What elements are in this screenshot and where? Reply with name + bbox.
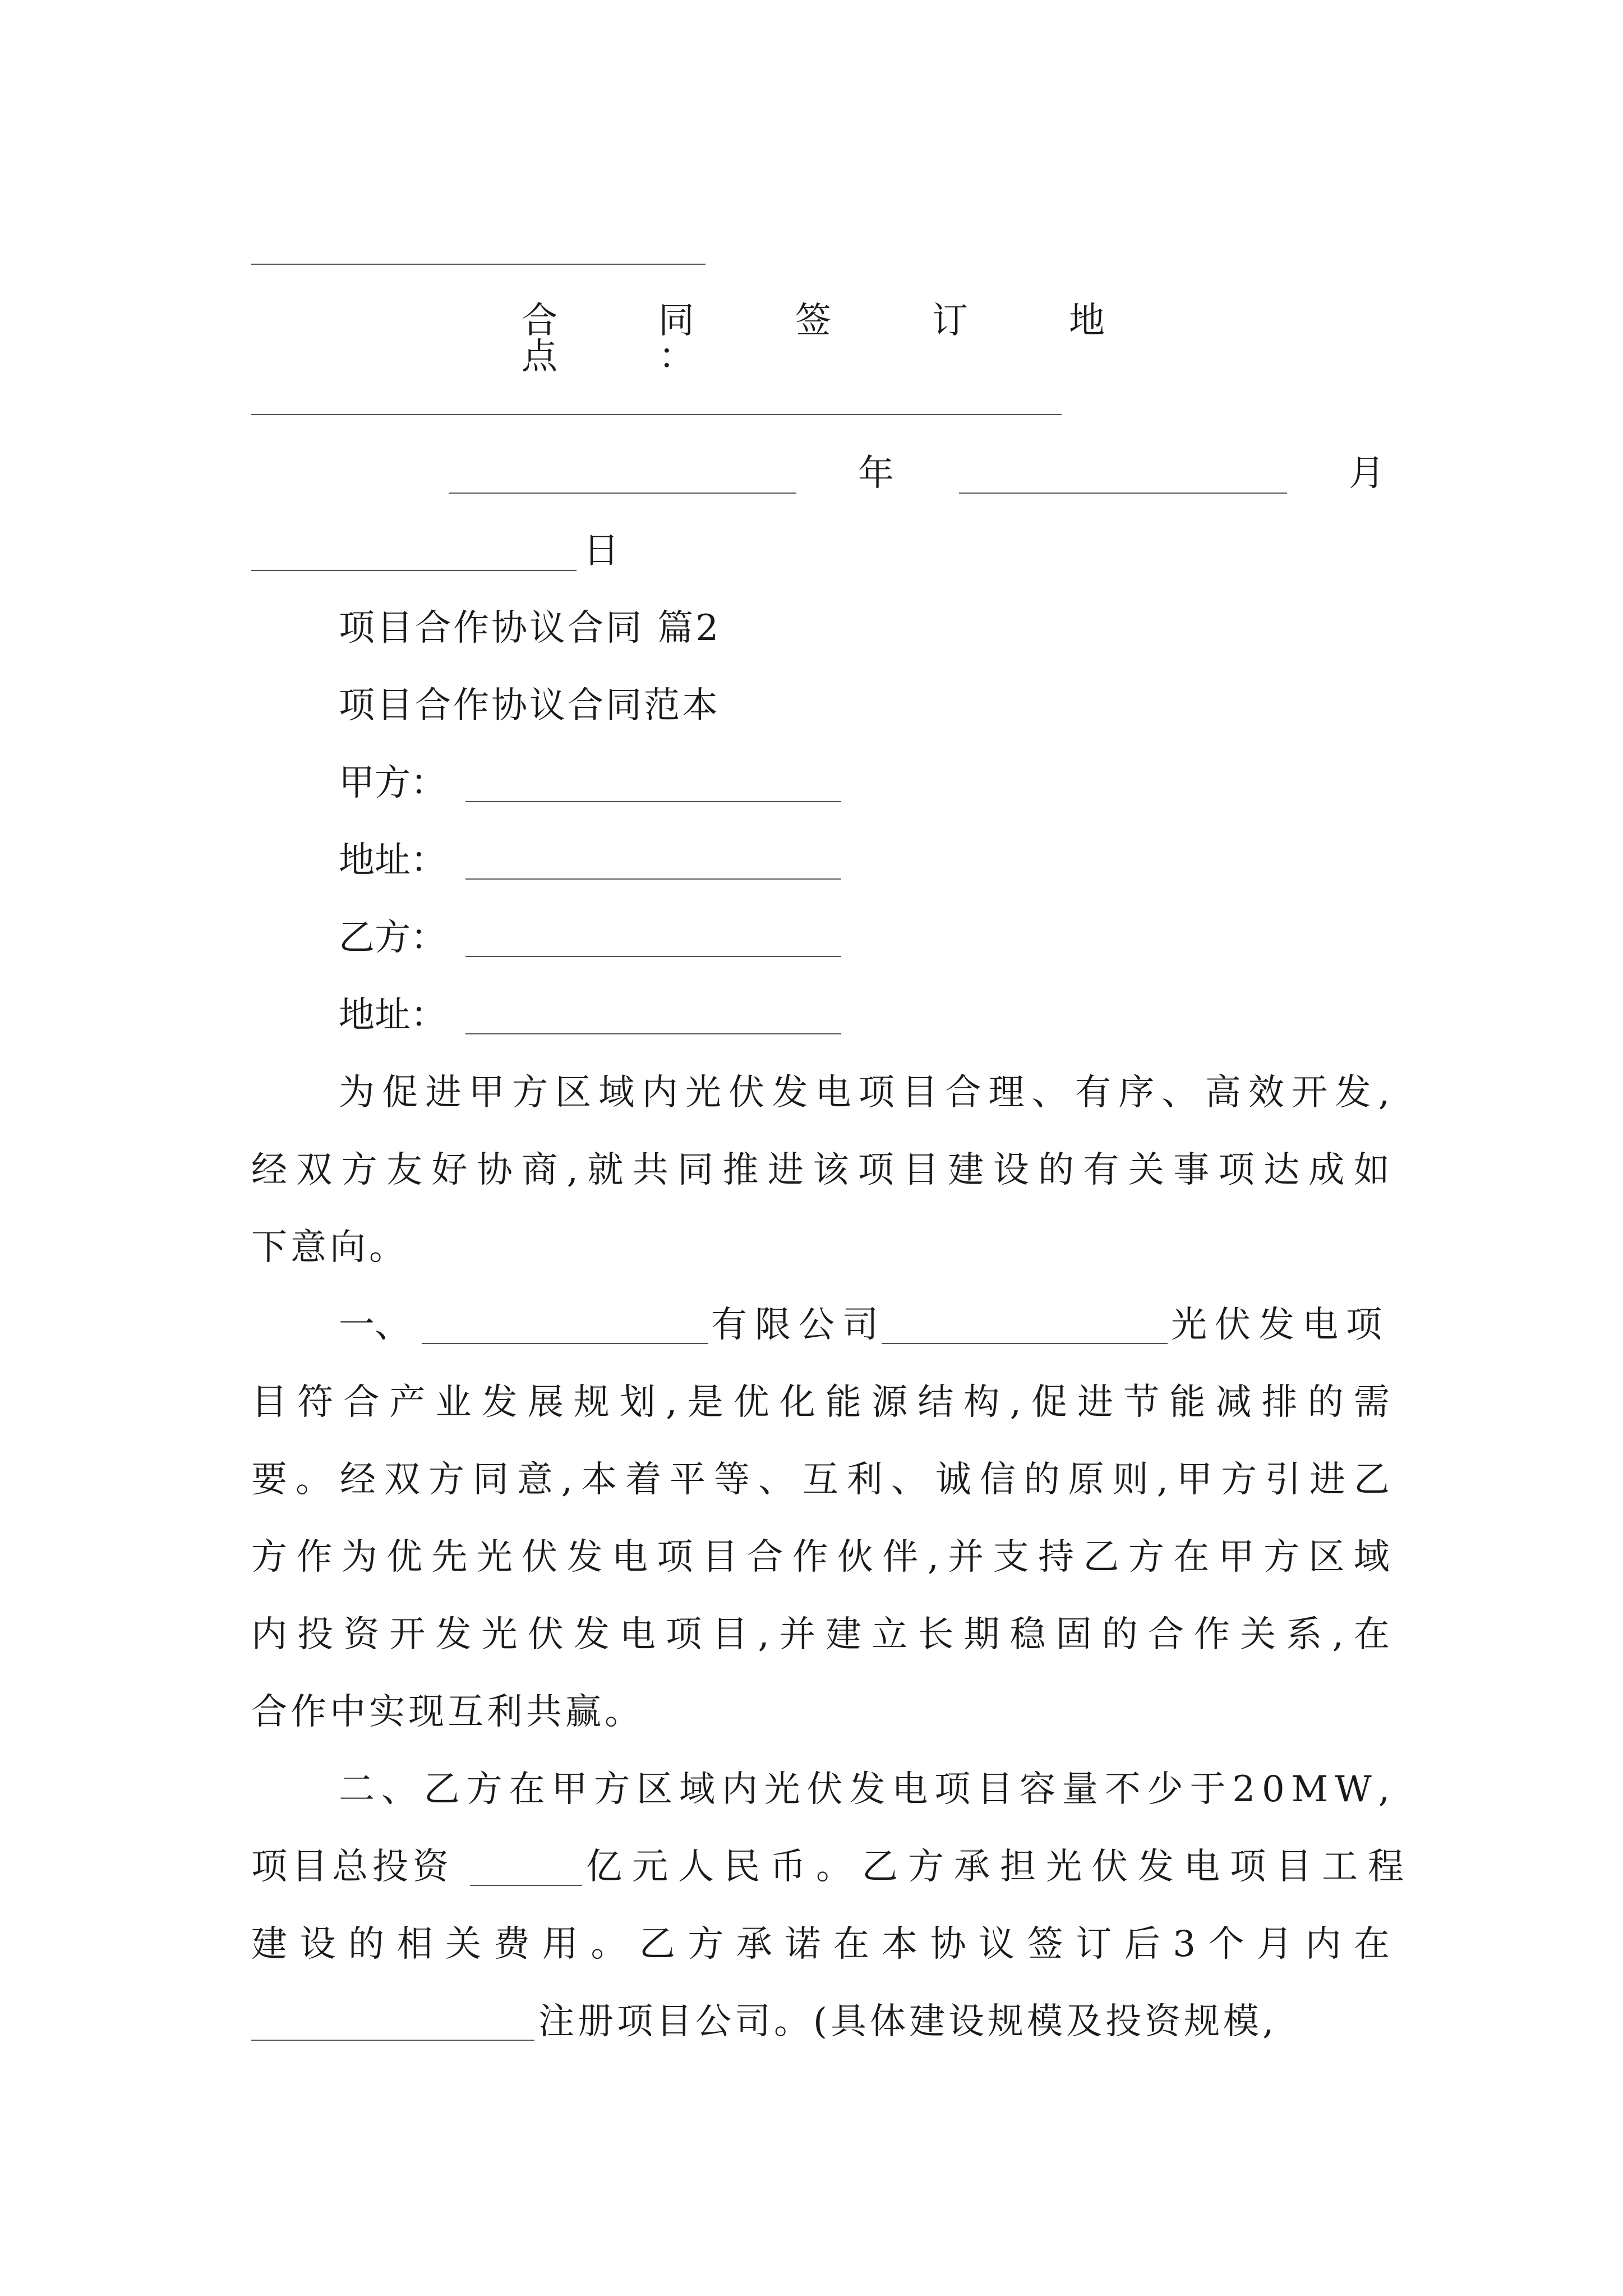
intro-line-1: 为 促 进 甲 方 区 域 内 光 伏 发 电 项 目 合 理 、 有 序 、 高 效 开 发 , <box>339 1072 1390 1114</box>
day-blank <box>251 570 577 571</box>
clause1-company-suffix: 有限公司 <box>711 1304 886 1346</box>
party-b-label: 乙方： <box>339 917 446 959</box>
clause2-line-3: 建 设 的 相 关 费 用 。 乙 方 承 诺 在 本 协 议 签 订 后 3 个 月 内 在 <box>251 1924 1390 1965</box>
address-label-2: 地址： <box>339 995 446 1036</box>
address-label-1: 地址： <box>339 840 446 881</box>
address-blank-2 <box>465 1033 841 1034</box>
signing-place-text: 合同签订地点： <box>522 300 1206 378</box>
address-blank-1 <box>465 878 841 880</box>
template-title: 项目合作协议合同范本 <box>339 685 720 726</box>
investment-blank <box>470 1885 582 1886</box>
signature-line-top <box>251 264 706 265</box>
year-label: 年 <box>858 453 894 494</box>
clause1-line-2: 目 符 合 产 业 发 展 规 划 , 是 优 化 能 源 结 构 , 促 进 节 能 减 排 的 需 <box>251 1382 1390 1423</box>
year-blank <box>449 493 796 494</box>
intro-line-3: 下意向。 <box>251 1227 408 1268</box>
month-blank <box>959 493 1287 494</box>
clause1-project-suffix: 光伏发电项 <box>1171 1304 1390 1346</box>
clause2-line-2a: 项目总投资 <box>251 1846 453 1888</box>
registration-place-blank <box>251 2040 534 2041</box>
intro-line-2: 经 双 方 友 好 协 商 , 就 共 同 推 进 该 项 目 建 设 的 有 关 事 项 达 成 如 <box>251 1149 1390 1191</box>
clause1-company-blank <box>422 1343 708 1344</box>
month-label: 月 <box>1349 453 1385 494</box>
clause1-line-4: 方 作 为 优 先 光 伏 发 电 项 目 合 作 伙 伴 , 并 支 持 乙 方 在 甲 方 区 域 <box>251 1536 1390 1578</box>
party-a-label: 甲方： <box>339 762 446 804</box>
clause1-line-6: 合作中实现互利共赢。 <box>251 1691 644 1733</box>
clause2-line-1: 二 、 乙 方 在 甲 方 区 域 内 光 伏 发 电 项 目 容 量 不 少 于 2 0 M W , <box>339 1769 1390 1810</box>
section-title: 项目合作协议合同 篇2 <box>339 608 721 649</box>
clause1-project-blank <box>882 1343 1168 1344</box>
clause2-line-4b: 注册项目公司。(具体建设规模及投资规模, <box>538 2001 1278 2042</box>
clause2-line-2b: 亿元人民币。乙方承担光伏发电项目工程 <box>586 1846 1414 1888</box>
party-b-blank <box>465 956 841 957</box>
party-a-blank <box>465 801 841 802</box>
clause1-line-5: 内 投 资 开 发 光 伏 发 电 项 目 , 并 建 立 长 期 稳 固 的 合 作 关 系 , 在 <box>251 1614 1390 1655</box>
clause1-lead: 一、 <box>339 1304 411 1346</box>
clause1-line-3: 要 。 经 双 方 同 意 , 本 着 平 等 、 互 利 、 诚 信 的 原 则 , 甲 方 引 进 乙 <box>251 1459 1390 1501</box>
signing-place-label <box>522 300 1363 378</box>
day-label: 日 <box>583 530 619 572</box>
signing-place-line <box>251 414 1062 415</box>
